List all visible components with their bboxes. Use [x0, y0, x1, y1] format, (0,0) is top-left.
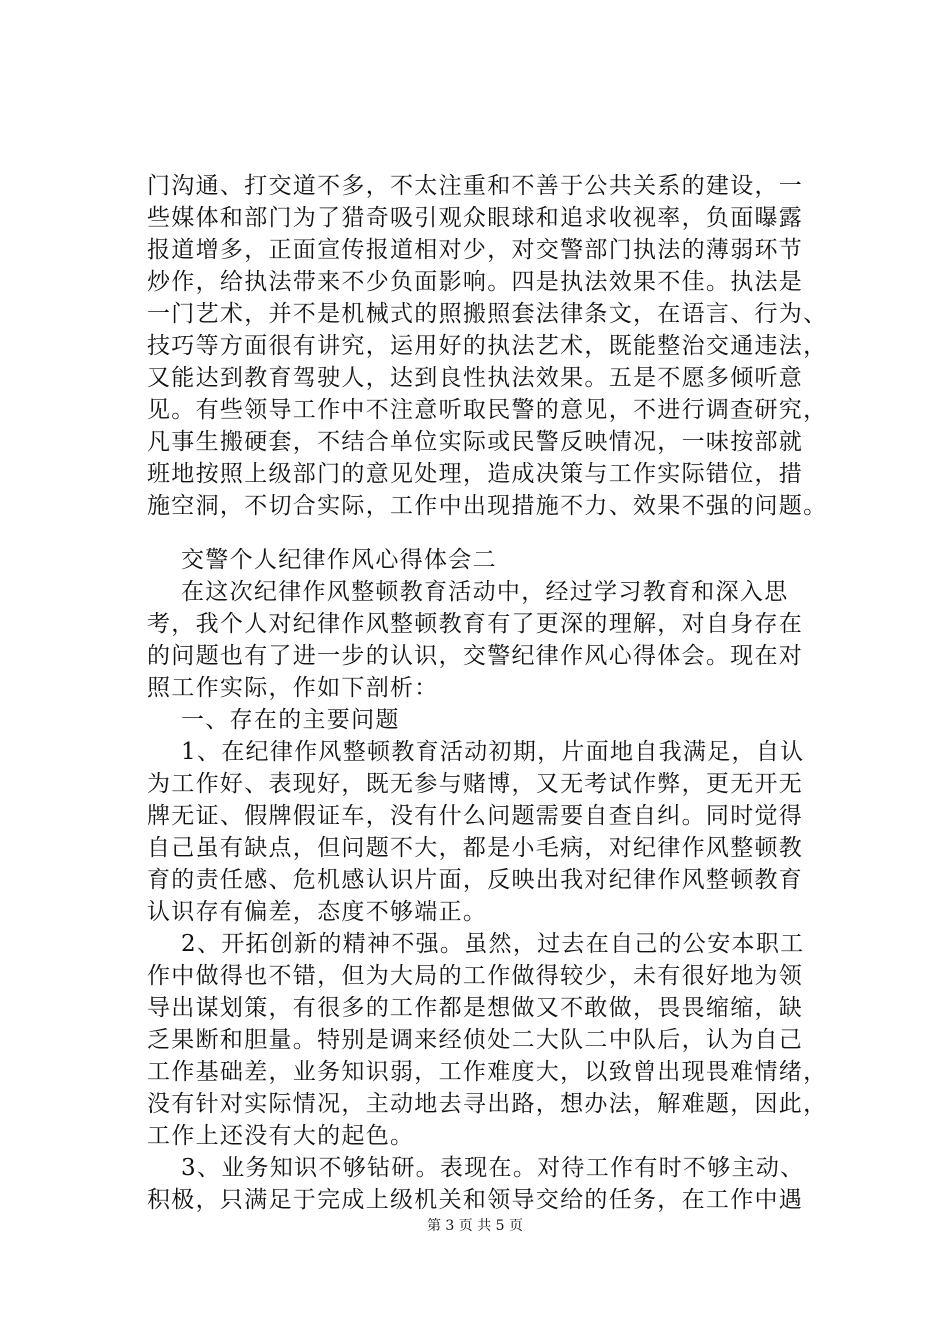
- text-line: 3、业务知识不够钻研。表现在。对待工作有时不够主动、: [181, 1155, 805, 1181]
- text-line: 的问题也有了进一步的认识，交警纪律作风心得体会。现在对: [147, 643, 804, 669]
- text-line: 积极，只满足于完成上级机关和领导交给的任务，在工作中遇: [147, 1187, 804, 1213]
- text-line: 作中做得也不错，但为大局的工作做得较少，未有很好地为领: [147, 963, 804, 989]
- text-line: 施空洞，不切合实际，工作中出现措施不力、效果不强的问题。: [147, 493, 828, 519]
- text-line: 工作上还没有大的起色。: [147, 1123, 415, 1149]
- text-line: 没有针对实际情况，主动地去寻出路，想办法，解难题，因此，: [147, 1091, 828, 1117]
- text-line: 工作基础差，业务知识弱，工作难度大，以致曾出现畏难情绪，: [147, 1059, 828, 1085]
- text-line: 自己虽有缺点，但问题不大，都是小毛病，对纪律作风整顿教: [147, 835, 804, 861]
- text-line: 牌无证、假牌假证车，没有什么问题需要自查自纠。同时觉得: [147, 803, 804, 829]
- text-line: 在这次纪律作风整顿教育活动中，经过学习教育和深入思: [181, 579, 789, 605]
- text-line: 炒作，给执法带来不少负面影响。四是执法效果不佳。执法是: [147, 269, 804, 295]
- text-line: 又能达到教育驾驶人，达到良性执法效果。五是不愿多倾听意: [147, 365, 804, 391]
- text-line: 照工作实际，作如下剖析：: [147, 675, 439, 701]
- text-line: 乏果断和胆量。特别是调来经侦处二大队二中队后，认为自己: [147, 1027, 804, 1053]
- text-line: 认识存有偏差，态度不够端正。: [147, 899, 488, 925]
- paragraph-gap: [147, 522, 807, 544]
- text-line: 1、在纪律作风整顿教育活动初期，片面地自我满足，自认: [181, 739, 805, 765]
- section-title: 交警个人纪律作风心得体会二: [181, 547, 497, 573]
- page-footer: 第 3 页 共 5 页: [426, 1218, 524, 1234]
- text-line: 育的责任感、危机感认识片面，反映出我对纪律作风整顿教育: [147, 867, 804, 893]
- document-body: [147, 170, 828, 1216]
- text-line: 班地按照上级部门的意见处理，造成决策与工作实际错位，措: [147, 461, 804, 487]
- text-line: 导出谋划策，有很多的工作都是想做又不敢做，畏畏缩缩，缺: [147, 995, 804, 1021]
- text-line: 报道增多，正面宣传报道相对少，对交警部门执法的薄弱环节: [147, 237, 804, 263]
- text-line: 见。有些领导工作中不注意听取民警的意见，不进行调查研究，: [147, 397, 828, 423]
- text-line: 凡事生搬硬套，不结合单位实际或民警反映情况，一味按部就: [147, 429, 804, 455]
- heading-main-problems: 一、存在的主要问题: [181, 707, 400, 733]
- text-line: 一门艺术，并不是机械式的照搬照套法律条文，在语言、行为、: [147, 301, 828, 327]
- text-line: 技巧等方面很有讲究，运用好的执法艺术，既能整治交通违法，: [147, 333, 828, 359]
- text-line: 2、开拓创新的精神不强。虽然，过去在自己的公安本职工: [181, 931, 805, 957]
- text-line: 考，我个人对纪律作风整顿教育有了更深的理解，对自身存在: [147, 611, 804, 637]
- text-line: 些媒体和部门为了猎奇吸引观众眼球和追求收视率，负面曝露: [147, 205, 804, 231]
- text-line: 门沟通、打交道不多，不太注重和不善于公共关系的建设，一: [147, 173, 804, 199]
- text-line: 为工作好、表现好，既无参与赌博，又无考试作弊，更无开无: [147, 771, 804, 797]
